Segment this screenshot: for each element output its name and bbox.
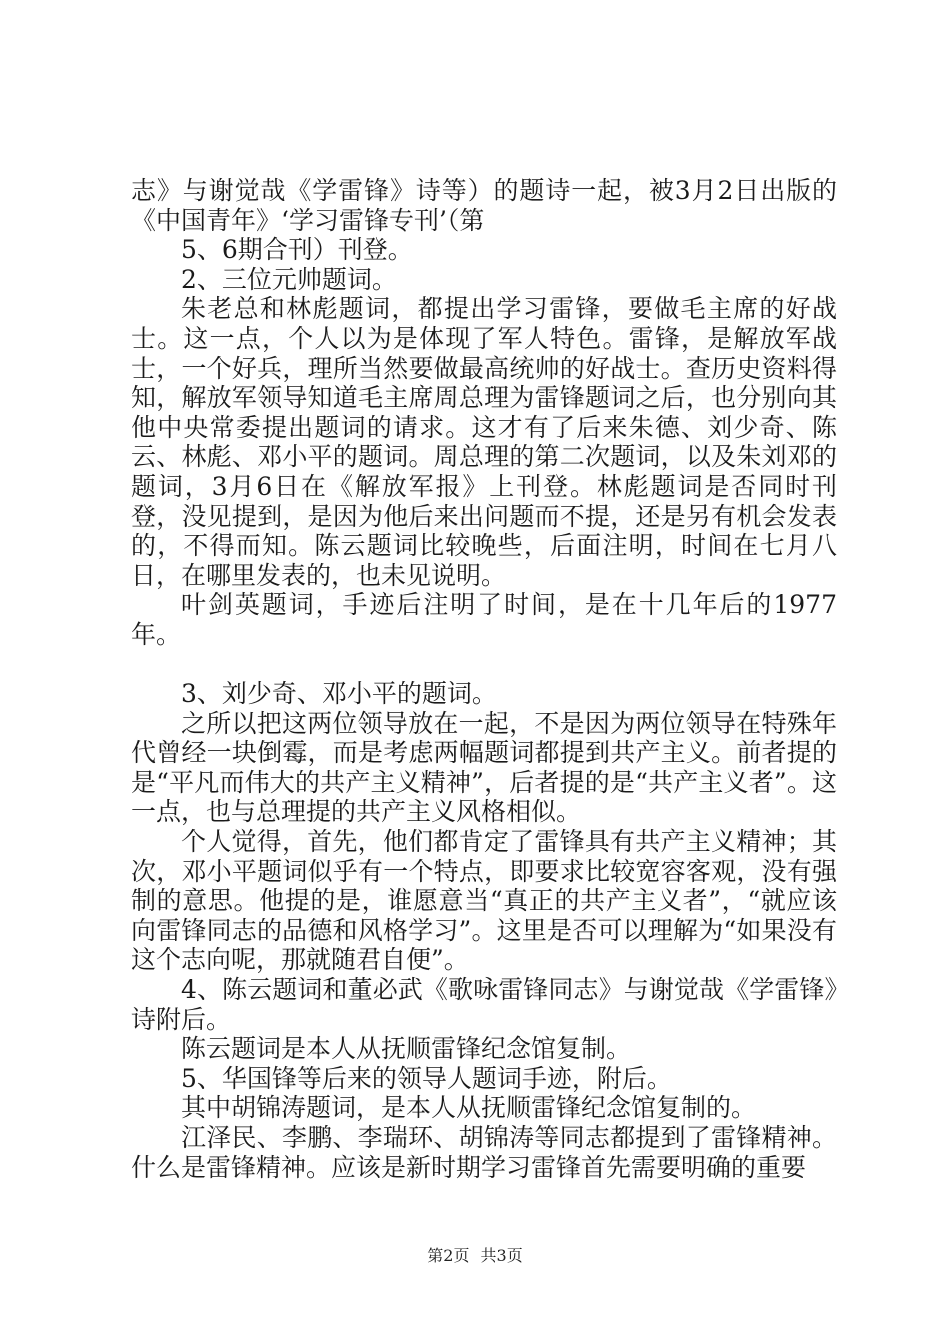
paragraph-issue-note: 5、6期合刊）刊登。 — [181, 235, 413, 265]
section-heading-5: 5、华国锋等后来的领导人题词手迹，附后。 — [181, 1063, 672, 1093]
section-heading-3: 3、刘少奇、邓小平的题词。 — [181, 679, 497, 709]
paragraph-opinion: 个人觉得，首先，他们都肯定了雷锋具有共产主义精神；其次，邓小平题词似乎有一个特点，即要求比较宽容客观，没有强制的意思。他提的是，谁愿意当“真正的共产主义者”，“就应该向雷锋同志的品德和风格学习”。这里是否可以理解为“如果没有这个志向呢，那就随君自便”。 — [131, 827, 837, 975]
paragraph-chen-yun-copy: 陈云题词是本人从抚顺雷锋纪念馆复制。 — [181, 1034, 632, 1064]
paragraph-ye-jianying: 叶剑英题词，手迹后注明了时间，是在十几年后的1977年。 — [131, 590, 837, 649]
section-heading-2: 2、三位元帅题词。 — [181, 264, 397, 294]
paragraph-hu-jintao-copy: 其中胡锦涛题词，是本人从抚顺雷锋纪念馆复制的。 — [181, 1093, 757, 1123]
page-footer — [0, 1243, 950, 1266]
page-number: 第2页 — [427, 1246, 470, 1265]
page-total: 共3页 — [480, 1246, 523, 1265]
paragraph-leifeng-spirit: 江泽民、李鹏、李瑞环、胡锦涛等同志都提到了雷锋精神。什么是雷锋精神。应该是新时期学习雷锋首先需要明确的重要 — [131, 1123, 837, 1182]
section-heading-4: 4、陈云题词和董必武《歌咏雷锋同志》与谢觉哉《学雷锋》诗附后。 — [131, 975, 837, 1034]
paragraph-marshals: 朱老总和林彪题词，都提出学习雷锋，要做毛主席的好战士。这一点，个人以为是体现了军人特色。雷锋，是解放军战士，一个好兵，理所当然要做最高统帅的好战士。查历史资料得知，解放军领导知道毛主席周总理为雷锋题词之后，也分别向其他中央常委提出题词的请求。这才有了后来朱德、刘少奇、陈云、林彪、邓小平的题词。周总理的第二次题词，以及朱刘邓的题词，3月6日在《解放军报》上刊登。林彪题词是否同时刊登，没见提到，是因为他后来出问题而不提，还是另有机会发表的，不得而知。陈云题词比较晚些，后面注明，时间在七月八日，在哪里发表的，也未见说明。 — [131, 294, 837, 590]
paragraph-liu-deng: 之所以把这两位领导放在一起，不是因为两位领导在特殊年代曾经一块倒霉，而是考虑两幅题词都提到共产主义。前者提的是“平凡而伟大的共产主义精神”，后者提的是“共产主义者”。这一点，也与总理提的共产主义风格相似。 — [131, 708, 837, 827]
paragraph-continuation: 志》与谢觉哉《学雷锋》诗等）的题诗一起，被3月2日出版的《中国青年》‘学习雷锋专刊’（第 — [131, 176, 837, 235]
document-body — [131, 176, 837, 1182]
blank-line — [131, 650, 837, 680]
